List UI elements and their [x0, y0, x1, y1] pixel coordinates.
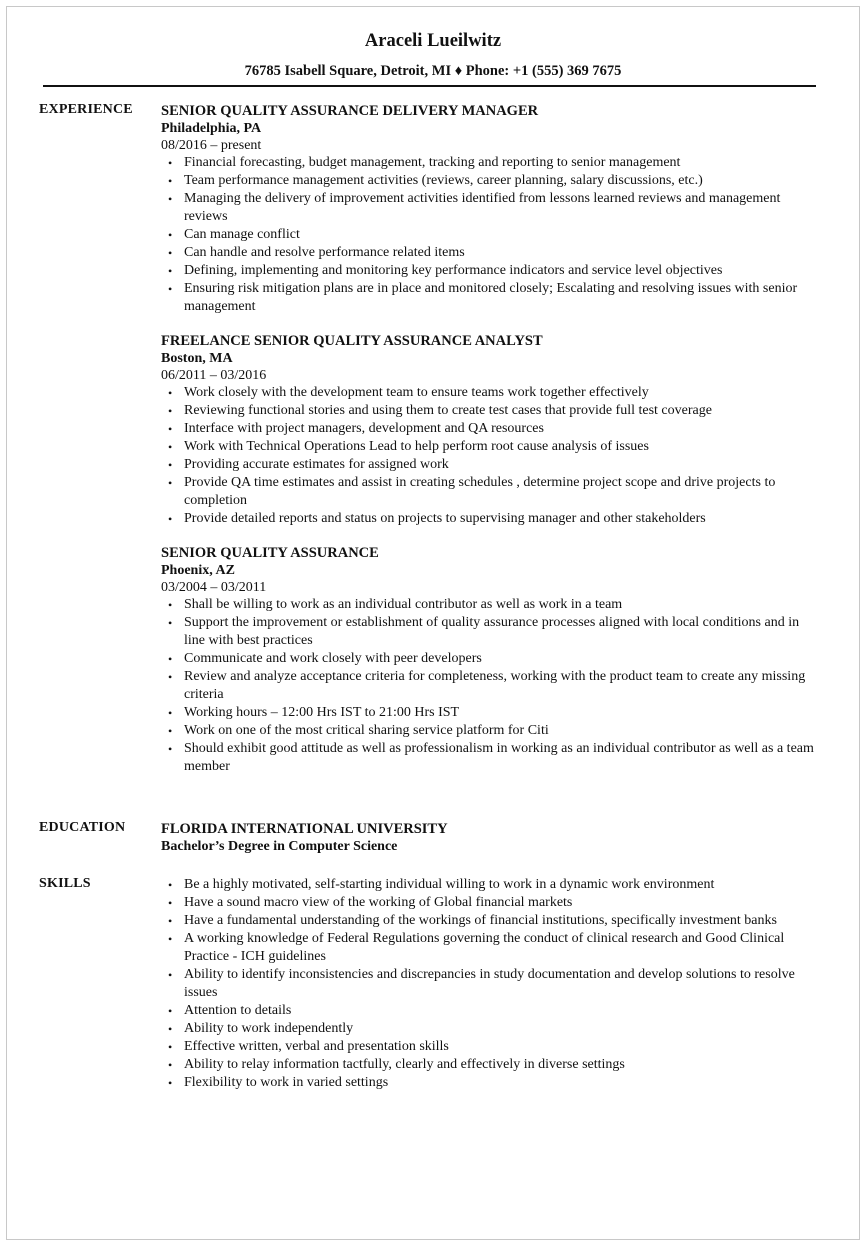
job-title: FREELANCE SENIOR QUALITY ASSURANCE ANALYST — [161, 333, 543, 349]
job-duties — [161, 596, 821, 776]
duty-item: • Work on one of the most critical sharing service platform for Citi — [161, 722, 821, 740]
duty-item: • Should exhibit good attitude as well as professionalism in working as an individual contributor as well as a team member — [161, 740, 821, 776]
candidate-name: Araceli Lueilwitz — [364, 31, 502, 51]
header-divider — [43, 85, 816, 87]
job-duties — [161, 154, 821, 316]
job-dates: 06/2011 – 03/2016 — [161, 368, 267, 383]
job-location: Phoenix, AZ — [161, 563, 235, 578]
job-location: Boston, MA — [161, 351, 233, 366]
duty-item: • Work closely with the development team to ensure teams work together effectively — [161, 384, 821, 402]
job-duties — [161, 384, 821, 528]
duty-item: • Managing the delivery of improvement activities identified from lessons learned reviews and management reviews — [161, 190, 821, 226]
duty-item: • Working hours – 12:00 Hrs IST to 21:00 Hrs IST — [161, 704, 821, 722]
section-label-experience: EXPERIENCE — [39, 102, 133, 117]
job-entry — [161, 544, 821, 776]
job-dates: 08/2016 – present — [161, 138, 262, 153]
degree-name: Bachelor’s Degree in Computer Science — [161, 839, 398, 854]
duty-item: • Financial forecasting, budget management, tracking and reporting to senior management — [161, 154, 821, 172]
section-label-skills: SKILLS — [39, 876, 91, 891]
duty-item: • Review and analyze acceptance criteria for completeness, working with the product team to create any missing criteria — [161, 668, 821, 704]
duty-item: • Interface with project managers, development and QA resources — [161, 420, 821, 438]
job-dates: 03/2004 – 03/2011 — [161, 580, 267, 595]
resume-page — [6, 6, 860, 1240]
contact-line: 76785 Isabell Square, Detroit, MI ♦ Phone: +1 (555) 369 7675 — [244, 63, 622, 79]
skill-item: • Flexibility to work in varied settings — [161, 1074, 821, 1092]
job-entry — [161, 102, 821, 316]
job-title: SENIOR QUALITY ASSURANCE DELIVERY MANAGER — [161, 103, 539, 119]
duty-item: • Can handle and resolve performance related items — [161, 244, 821, 262]
duty-item: • Defining, implementing and monitoring key performance indicators and service level objectives — [161, 262, 821, 280]
job-location: Philadelphia, PA — [161, 121, 262, 136]
duty-item: • Communicate and work closely with peer developers — [161, 650, 821, 668]
skill-item: • Be a highly motivated, self-starting individual willing to work in a dynamic work environment — [161, 876, 821, 894]
skill-item: • A working knowledge of Federal Regulations governing the conduct of clinical research and Good Clinical Practice - ICH guidelines — [161, 930, 821, 966]
school-name: FLORIDA INTERNATIONAL UNIVERSITY — [161, 821, 448, 837]
skills-list — [161, 876, 821, 1092]
skill-item: • Have a fundamental understanding of the workings of financial institutions, specifically investment banks — [161, 912, 821, 930]
skill-item: • Ability to work independently — [161, 1020, 821, 1038]
section-label-education: EDUCATION — [39, 820, 126, 835]
duty-item: • Reviewing functional stories and using them to create test cases that provide full test coverage — [161, 402, 821, 420]
duty-item: • Team performance management activities (reviews, career planning, salary discussions, etc.) — [161, 172, 821, 190]
skill-item: • Ability to identify inconsistencies and discrepancies in study documentation and develop solutions to resolve issues — [161, 966, 821, 1002]
duty-item: • Provide detailed reports and status on projects to supervising manager and other stakeholders — [161, 510, 821, 528]
job-entry — [161, 332, 821, 528]
duty-item: • Support the improvement or establishment of quality assurance processes aligned with local conditions and in line with best practices — [161, 614, 821, 650]
skill-item: • Have a sound macro view of the working of Global financial markets — [161, 894, 821, 912]
duty-item: • Provide QA time estimates and assist in creating schedules , determine project scope and drive projects to completion — [161, 474, 821, 510]
duty-item: • Work with Technical Operations Lead to help perform root cause analysis of issues — [161, 438, 821, 456]
job-title: SENIOR QUALITY ASSURANCE — [161, 545, 379, 561]
skill-item: • Ability to relay information tactfully, clearly and effectively in diverse settings — [161, 1056, 821, 1074]
skill-item: • Attention to details — [161, 1002, 821, 1020]
skill-item: • Effective written, verbal and presentation skills — [161, 1038, 821, 1056]
duty-item: • Can manage conflict — [161, 226, 821, 244]
duty-item: • Providing accurate estimates for assigned work — [161, 456, 821, 474]
duty-item: • Shall be willing to work as an individual contributor as well as work in a team — [161, 596, 821, 614]
duty-item: • Ensuring risk mitigation plans are in place and monitored closely; Escalating and resolving issues with senior management — [161, 280, 821, 316]
